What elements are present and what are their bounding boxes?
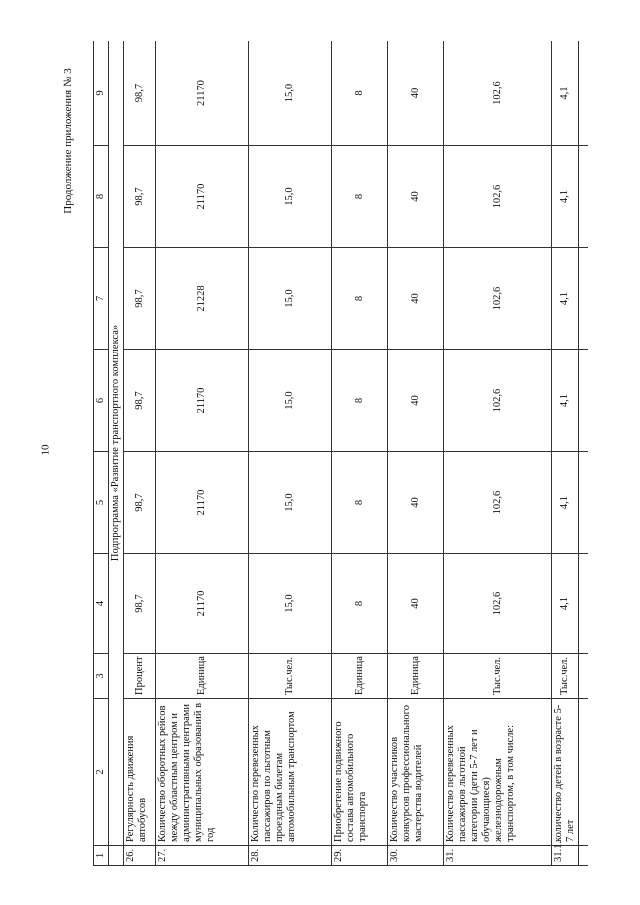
page-number: 10 [39,444,52,456]
subprogram-title: Подпрограмма «Развитие транспортного комплекса» [109,41,124,846]
value-cell: 8 [332,41,388,146]
table-row-continuation [579,41,588,866]
value-cell: 98,7 [124,452,156,554]
value-cell: 98,7 [124,41,156,146]
value-cell: 15,0 [249,554,332,654]
header-cell: 9 [94,41,109,146]
value-cell: 98,7 [124,350,156,452]
row-number: 31.1. [552,846,579,866]
header-cell: 5 [94,452,109,554]
row-number: 29. [332,846,388,866]
row-number: 31. [444,846,552,866]
value-cell: 98,7 [124,248,156,350]
value-cell: 8 [332,146,388,248]
value-cell: 21170 [156,350,249,452]
header-cell: 2 [94,699,109,846]
header-cell: 8 [94,146,109,248]
unit: Тыс.чел. [552,654,579,699]
table-row [552,41,579,866]
value-cell: 15,0 [249,350,332,452]
table-row [444,41,552,866]
value-cell: 8 [332,350,388,452]
value-cell: 4,1 [552,554,579,654]
indicator-name: Количество оборотных рейсов между областным центром и административными центрами муниципальных образований в год [156,699,249,846]
value-cell: 4,1 [552,248,579,350]
value-cell: 15,0 [249,146,332,248]
header-cell: 7 [94,248,109,350]
row-number: 28. [249,846,332,866]
value-cell: 40 [388,350,444,452]
value-cell: 8 [332,248,388,350]
value-cell: 40 [388,41,444,146]
indicator-name: Количество перевезенных пассажиров по льготным проездным билетам автомобильным транспортом [249,699,332,846]
header-cell: 3 [94,654,109,699]
indicator-name: количество детей в возрасте 5-7 лет [552,699,579,846]
value-cell: 15,0 [249,452,332,554]
value-cell: 15,0 [249,248,332,350]
table-row [124,41,156,866]
row-number: 27. [156,846,249,866]
indicator-name: Количество перевезенных пассажиров льготной категории (дети 5-7 лет и обучающиеся) железнодорожным транспортом, в том числе: [444,699,552,846]
unit: Единица [388,654,444,699]
value-cell: 102,6 [444,554,552,654]
value-cell: 40 [388,248,444,350]
subprogram-row [109,41,124,866]
subprogram-empty-cell [109,846,124,866]
value-cell: 4,1 [552,452,579,554]
value-cell: 98,7 [124,554,156,654]
value-cell: 102,6 [444,146,552,248]
header-row [94,41,109,866]
table-row [388,41,444,866]
value-cell: 102,6 [444,41,552,146]
table-viewport [93,41,588,866]
value-cell: 4,1 [552,41,579,146]
value-cell: 21228 [156,248,249,350]
value-cell: 40 [388,554,444,654]
table-row [249,41,332,866]
indicator-name: Регулярность движения автобусов [124,699,156,846]
value-cell: 102,6 [444,452,552,554]
value-cell: 8 [332,554,388,654]
indicator-table [93,41,588,866]
row-number: 30. [388,846,444,866]
table-row [156,41,249,866]
value-cell: 4,1 [552,350,579,452]
value-cell: 40 [388,452,444,554]
indicator-name: Приобретение подвижного состава автомобильного транспорта [332,699,388,846]
value-cell: 102,6 [444,350,552,452]
value-cell: 21170 [156,146,249,248]
unit: Тыс.чел. [444,654,552,699]
value-cell: 102,6 [444,248,552,350]
value-cell: 40 [388,146,444,248]
value-cell: 4,1 [552,146,579,248]
value-cell: 21170 [156,452,249,554]
header-cell: 6 [94,350,109,452]
appendix-label: Продолжение приложения № 3 [62,68,74,214]
unit: Единица [156,654,249,699]
value-cell: 21170 [156,554,249,654]
row-number: 26. [124,846,156,866]
value-cell: 8 [332,452,388,554]
table-row [332,41,388,866]
value-cell: 21170 [156,41,249,146]
value-cell: 98,7 [124,146,156,248]
unit: Тыс.чел. [249,654,332,699]
indicator-name: Количество участников конкурсов профессионального мастерства водителей [388,699,444,846]
header-cell: 1 [94,846,109,866]
value-cell: 15,0 [249,41,332,146]
unit: Единица [332,654,388,699]
unit: Процент [124,654,156,699]
header-cell: 4 [94,554,109,654]
